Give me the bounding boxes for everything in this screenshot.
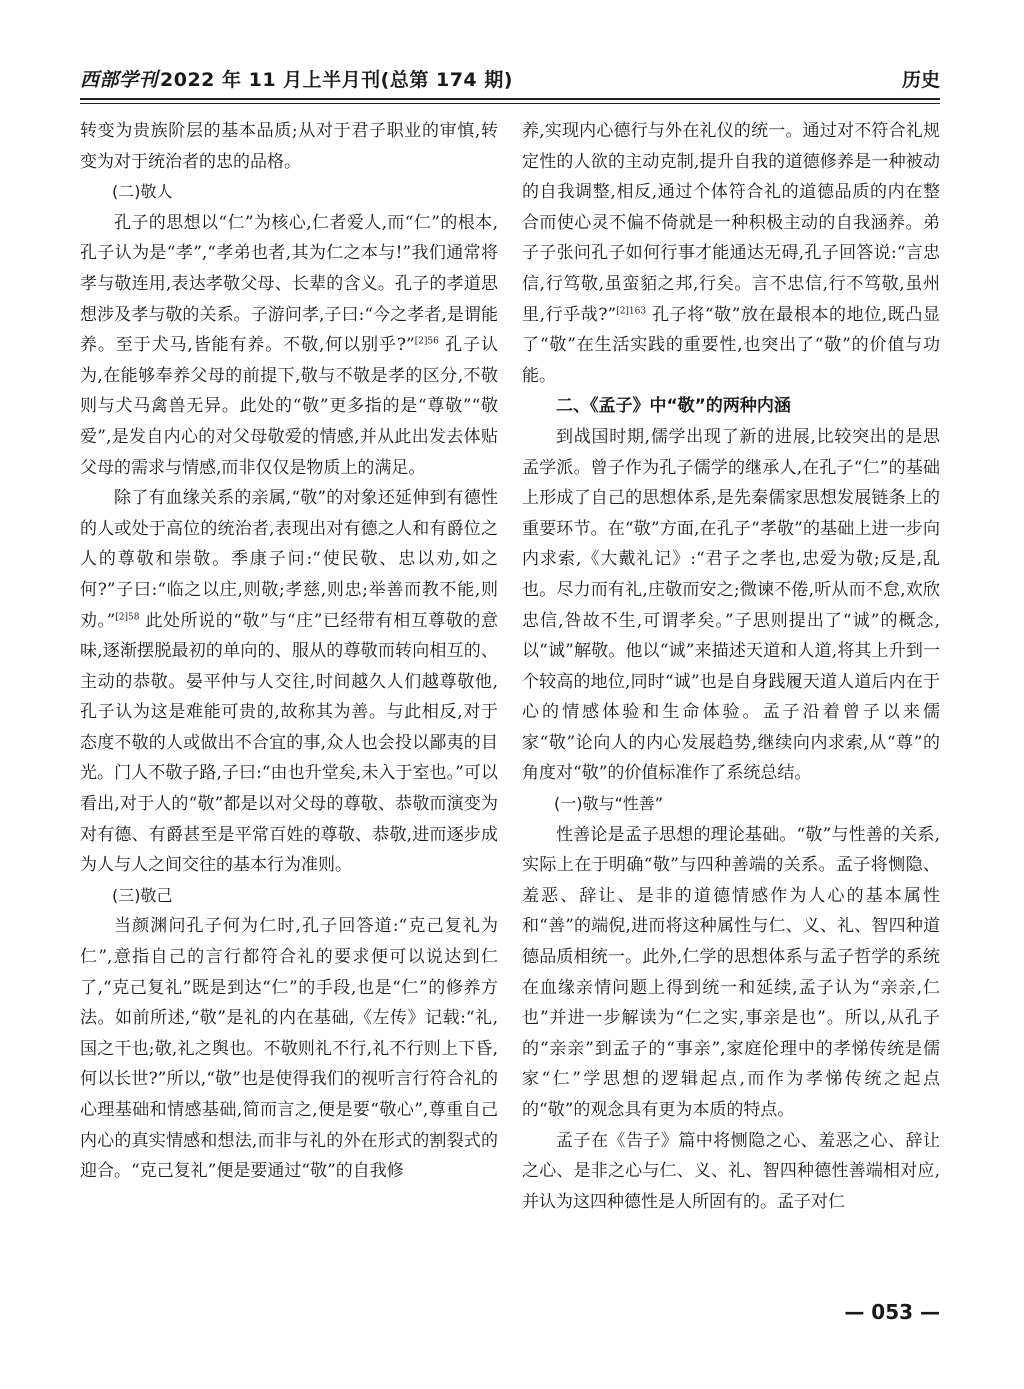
citation-marker: [2]56	[414, 336, 439, 347]
section-heading	[522, 391, 940, 422]
section-label: 历史	[901, 69, 940, 91]
paragraph-text: 性善论是孟子思想的理论基础。“敬”与性善的关系,实际上在于明确“敬”与四种善端的关系。孟子将恻隐、羞恶、辞让、是非的道德情感作为人心的基本属性和“善”的端倪,进而将这种属性与仁、义、礼、智四种道德品质相统一。此外,仁学的思想体系与孟子哲学的系统在血缘亲情问题上得到统一和延续,孟子认为“亲亲,仁也”并进一步解读为“仁之实,事亲是也”。所以,从孔子的“亲亲”到孟子的“事亲”,家庭伦理中的孝悌传统是儒家“仁”学思想的逻辑起点,而作为孝悌传统之起点的“敬”的观念具有更为本质的特点。	[522, 824, 940, 1120]
paragraph-text: 孔子的思想以“仁”为核心,仁者爱人,而“仁”的根本,孔子认为是“孝”,“孝弟也者,其为仁之本与!”我们通常将孝与敬连用,表达孝敬父母、长辈的含义。孔子的孝道思想涉及孝与敬的关系。子游问孝,子曰:“今之孝者,是谓能养。至于犬马,皆能有养。不敬,何以别乎?”	[80, 212, 498, 356]
paragraph	[80, 911, 498, 1186]
paragraph	[522, 820, 940, 1126]
paragraph-text: 除了有血缘关系的亲属,“敬”的对象还延伸到有德性的人或处于高位的统治者,表现出对有德之人和有爵位之人的尊敬和崇敬。季康子问:“使民敬、忠以劝,如之何?”子曰:“临之以庄,则敬;孝慈,则忠;举善而教不能,则劝。”	[80, 488, 498, 631]
paragraph	[522, 116, 940, 391]
subsection-heading	[80, 177, 498, 208]
left-column	[80, 116, 498, 1187]
issue-info: 2022 年 11 月上半月刊(总第 174 期)	[160, 69, 513, 91]
subsection-heading	[80, 881, 498, 912]
page-header	[80, 60, 940, 100]
paragraph	[522, 422, 940, 789]
paragraph	[80, 483, 498, 881]
paragraph-text: 到战国时期,儒学出现了新的进展,比较突出的是思孟学派。曾子作为孔子儒学的继承人,在孔子“仁”的基础上形成了自己的思想体系,是先秦儒家思想发展链条上的重要环节。在“敬”方面,在孔子“孝敬”的基础上进一步向内求索,《大戴礼记》:“君子之孝也,忠爱为敬;反是,乱也。尽力而有礼,庄敬而安之;微谏不倦,听从而不怠,欢欣忠信,咎故不生,可谓孝矣。”子思则提出了“诚”的概念,以“诚”解敬。他以“诚”来描述天道和人道,将其上升到一个较高的地位,同时“诚”也是自身践履天道人道后内在于心的情感体验和生命体验。孟子沿着曾子以来儒家“敬”论向人的内心发展趋势,继续向内求索,从“尊”的角度对“敬”的价值标准作了系统总结。	[522, 426, 940, 784]
paragraph-text: (一)敬与“性善”	[554, 794, 664, 814]
paragraph-text: 二、《孟子》中“敬”的两种内涵	[556, 396, 791, 417]
paragraph	[80, 116, 498, 177]
right-column	[522, 116, 940, 1217]
page-number: — 053 —	[844, 1300, 940, 1324]
header-rule	[80, 98, 940, 100]
paragraph	[80, 208, 498, 483]
paragraph-text: 转变为贵族阶层的基本品质;从对于君子职业的审慎,转变为对于统治者的忠的品格。	[80, 121, 498, 172]
subsection-heading	[522, 789, 940, 820]
paragraph-text: (二)敬人	[112, 182, 173, 202]
citation-marker: [2]58	[115, 611, 140, 622]
paragraph-text-continued: 孔子认为,在能够奉养父母的前提下,敬与不敬是孝的区分,不敬则与犬马禽兽无异。此处的“敬”更多指的是“尊敬”“敬爱”,是发自内心的对父母敬爱的情感,并从此出发去体贴父母的需求与情感,而非仅仅是物质上的满足。	[80, 335, 498, 478]
paragraph-text: 养,实现内心德行与外在礼仪的统一。通过对不符合礼规定性的人欲的主动克制,提升自我的道德修养是一种被动的自我调整,相反,通过个体符合礼的道德品质的内在整合而使心灵不偏不倚就是一种积极主动的自我涵养。弟子子张问孔子如何行事才能通达无碍,孔子回答说:“言忠信,行笃敬,虽蛮貊之邦,行矣。言不忠信,行不笃敬,虽州里,行乎哉?”	[522, 121, 940, 325]
paragraph-text: 当颜渊问孔子何为仁时,孔子回答道:“克己复礼为仁”,意指自己的言行都符合礼的要求便可以说达到仁了,“克己复礼”既是到达“仁”的手段,也是“仁”的修养方法。如前所述,“敬”是礼的内在基础,《左传》记载:“礼,国之干也;敬,礼之舆也。不敬则礼不行,礼不行则上下昏,何以长世?”所以,“敬”也是使得我们的视听言行符合礼的心理基础和情感基础,简而言之,便是要“敬心”,尊重自己内心的真实情感和想法,而非与礼的外在形式的割裂式的迎合。“克己复礼”便是要通过“敬”的自我修	[80, 916, 498, 1182]
paragraph-text: (三)敬己	[112, 885, 173, 905]
paragraph-text: 孟子在《告子》篇中将恻隐之心、羞恶之心、辞让之心、是非之心与仁、义、礼、智四种德性善端相对应,并认为这四种德性是人所固有的。孟子对仁	[522, 1130, 940, 1212]
journal-title	[80, 65, 513, 92]
journal-logo: 西部学刊	[80, 69, 159, 91]
header-rule-thin	[80, 103, 940, 104]
paragraph	[522, 1126, 940, 1218]
paragraph-text-continued: 孔子将“敬”放在最根本的地位,既凸显了“敬”在生活实践的重要性,也突出了“敬”的价值与功能。	[522, 304, 940, 386]
citation-marker: [2]163	[616, 305, 647, 316]
paragraph-text-continued: 此处所说的“敬”与“庄”已经带有相互尊敬的意味,逐渐摆脱最初的单向的、服从的尊敬而转向相互的、主动的恭敬。晏平仲与人交往,时间越久人们越尊敬他,孔子认为这是难能可贵的,故称其为善。与此相反,对于态度不敬的人或做出不合宜的事,众人也会投以鄙夷的目光。门人不敬子路,子曰:“由也升堂矣,未入于室也。”可以看出,对于人的“敬”都是以对父母的尊敬、恭敬而演变为对有德、有爵甚至是平常百姓的尊敬、恭敬,进而逐步成为人与人之间交往的基本行为准则。	[80, 610, 498, 876]
